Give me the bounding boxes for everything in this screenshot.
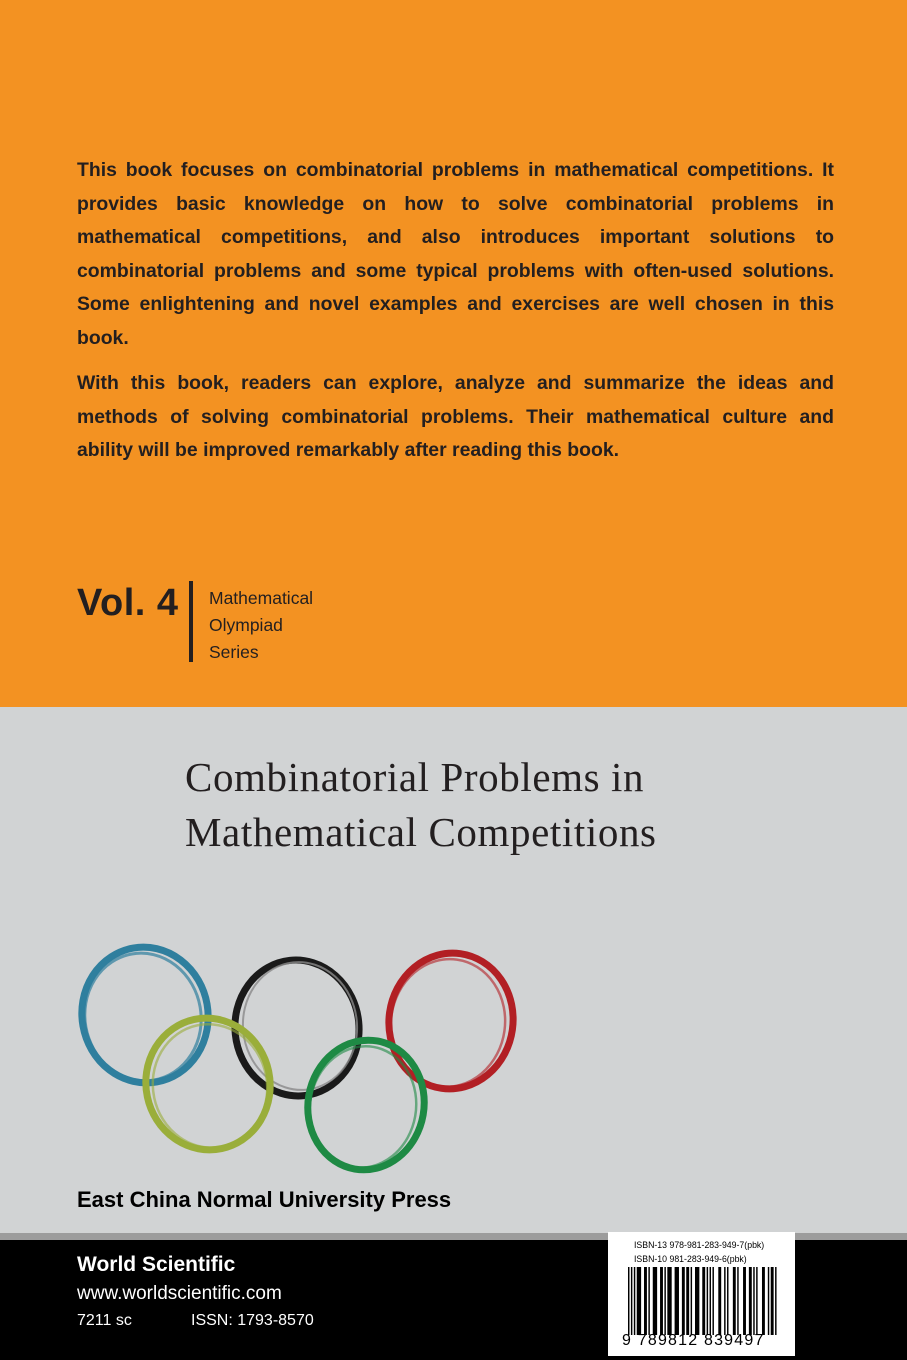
barcode-bar bbox=[737, 1267, 738, 1335]
barcode-bar bbox=[664, 1267, 665, 1335]
barcode-bar bbox=[727, 1267, 728, 1335]
book-title-line-1: Combinatorial Problems in bbox=[185, 754, 645, 800]
volume-divider bbox=[189, 581, 193, 662]
green-ring-icon bbox=[298, 1031, 435, 1179]
product-code: 7211 sc bbox=[77, 1312, 132, 1329]
publisher-url: www.worldscientific.com bbox=[77, 1283, 282, 1304]
barcode-bar bbox=[756, 1267, 757, 1335]
barcode-bar bbox=[733, 1267, 736, 1335]
barcode-bar bbox=[743, 1267, 746, 1335]
series-name-line-2: Olympiad bbox=[209, 615, 283, 635]
barcode-bar bbox=[749, 1267, 752, 1335]
barcode-bar bbox=[631, 1267, 632, 1335]
book-title-line-2: Mathematical Competitions bbox=[185, 809, 657, 855]
barcode-bars bbox=[628, 1267, 778, 1335]
barcode-bar bbox=[771, 1267, 774, 1335]
barcode-bar bbox=[724, 1267, 725, 1335]
barcode-bar bbox=[762, 1267, 765, 1335]
barcode-bar bbox=[648, 1267, 649, 1335]
black-ring-icon bbox=[228, 954, 366, 1102]
barcode-bar bbox=[686, 1267, 689, 1335]
barcode-bar bbox=[710, 1267, 711, 1335]
barcode-label bbox=[608, 1232, 795, 1356]
isbn-13: ISBN-13 978-981-283-949-7(pbk) bbox=[634, 1240, 765, 1251]
barcode-bar bbox=[768, 1267, 769, 1335]
description-paragraph-1: This book focuses on combinatorial problems in mathematical competitions. It provides basic knowledge on how to solve combinatorial problems in mathematical competitions, and also introduces important solutions to combinatorial problems and some typical problems with often-used solutions. Some enlightening and novel examples and exercises are well chosen in this book. bbox=[77, 159, 834, 349]
red-ring-icon bbox=[380, 945, 522, 1097]
series-name-line-3: Series bbox=[209, 642, 259, 662]
series-name-line-1: Mathematical bbox=[209, 588, 314, 608]
barcode-bar bbox=[682, 1267, 685, 1335]
barcode-bar bbox=[702, 1267, 705, 1335]
volume-number: Vol. 4 bbox=[77, 582, 179, 624]
barcode-bar bbox=[753, 1267, 754, 1335]
barcode-bar bbox=[707, 1267, 708, 1335]
barcode-bar bbox=[637, 1267, 641, 1335]
barcode-number: 9 789812 839497 bbox=[622, 1332, 765, 1349]
barcode-bar bbox=[691, 1267, 692, 1335]
barcode-bar bbox=[695, 1267, 699, 1335]
barcode-bar bbox=[712, 1267, 713, 1335]
barcode-bar bbox=[718, 1267, 721, 1335]
isbn-10: ISBN-10 981-283-949-6(pbk) bbox=[634, 1254, 747, 1265]
barcode-bar bbox=[634, 1267, 635, 1335]
co-publisher-name: East China Normal University Press bbox=[77, 1187, 452, 1212]
barcode-bar bbox=[628, 1267, 629, 1335]
publisher-name: World Scientific bbox=[77, 1253, 236, 1276]
description-paragraph-2: With this book, readers can explore, analyze and summarize the ideas and methods of solving combinatorial problems. Their mathematical culture and ability will be improved remarkably after reading this book. bbox=[77, 372, 834, 461]
barcode-bar bbox=[667, 1267, 671, 1335]
barcode-bar bbox=[660, 1267, 663, 1335]
olympic-rings-icon bbox=[70, 935, 530, 1180]
barcode-bar bbox=[653, 1267, 657, 1335]
issn-number: ISSN: 1793-8570 bbox=[191, 1312, 314, 1329]
barcode-bar bbox=[675, 1267, 679, 1335]
barcode-bar bbox=[644, 1267, 647, 1335]
barcode-bar bbox=[775, 1267, 776, 1335]
